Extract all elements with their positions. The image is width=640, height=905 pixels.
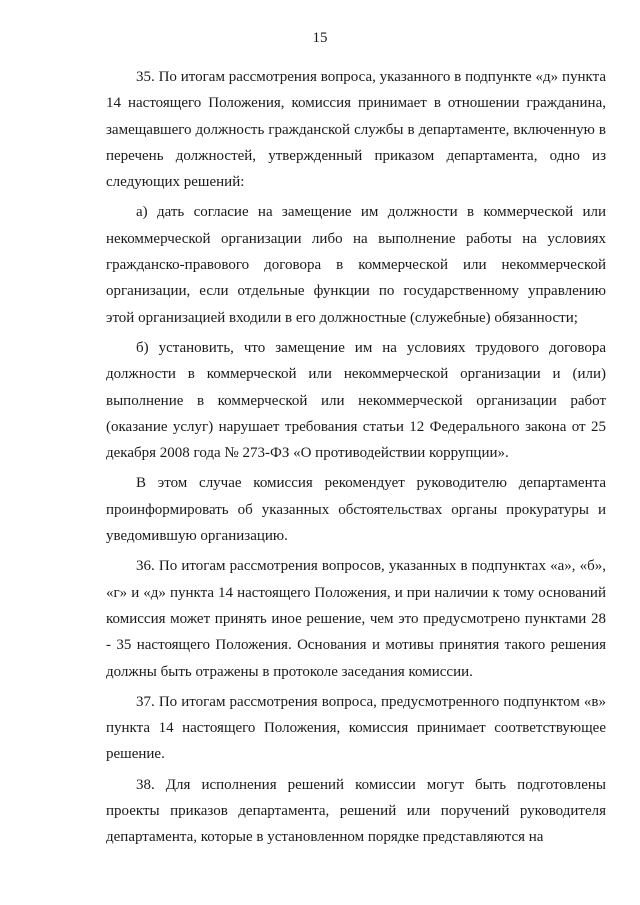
page-number: 15 bbox=[312, 30, 328, 46]
paragraph-38: 38. Для исполнения решений комиссии могут быть подготовлены проекты приказов департамента, решений или поручений руководителя департамента, которые в установленном порядке представляются на bbox=[106, 776, 606, 846]
paragraph-35-a: а) дать согласие на замещение им должности в коммерческой или некоммерческой организации либо на выполнение работы на условиях гражданско-правового договора в коммерческой или некоммерческой организации, если отдельные функции по государственному управлению этой организацией входили в его должностные (служебные) обязанности; bbox=[106, 204, 606, 326]
document-body bbox=[106, 64, 606, 851]
paragraph-35-note: В этом случае комиссия рекомендует руководителю департамента проинформировать об указанных обстоятельствах органы прокуратуры и уведомившую организацию. bbox=[106, 475, 606, 545]
paragraph-37: 37. По итогам рассмотрения вопроса, предусмотренного подпунктом «в» пункта 14 настоящего Положения, комиссия принимает соответствующее решение. bbox=[106, 693, 606, 763]
paragraph-35: 35. По итогам рассмотрения вопроса, указанного в подпункте «д» пункта 14 настоящего Положения, комиссия принимает в отношении гражданина, замещавшего должность гражданской службы в департаменте, включенную в перечень должностей, утвержденный приказом департамента, одно из следующих решений: bbox=[106, 69, 606, 191]
paragraph-36: 36. По итогам рассмотрения вопросов, указанных в подпунктах «а», «б», «г» и «д» пункта 14 настоящего Положения, и при наличии к тому оснований комиссия может принять иное решение, чем это предусмотрено пунктами 28 - 35 настоящего Положения. Основания и мотивы принятия такого решения должны быть отражены в протоколе заседания комиссии. bbox=[106, 558, 606, 680]
paragraph-35-b: б) установить, что замещение им на условиях трудового договора должности в коммерческой или некоммерческой организации и (или) выполнение в коммерческой или некоммерческой организации работ (оказание услуг) нарушает требования статьи 12 Федерального закона от 25 декабря 2008 года № 273-ФЗ «О противодействии коррупции». bbox=[106, 339, 606, 462]
